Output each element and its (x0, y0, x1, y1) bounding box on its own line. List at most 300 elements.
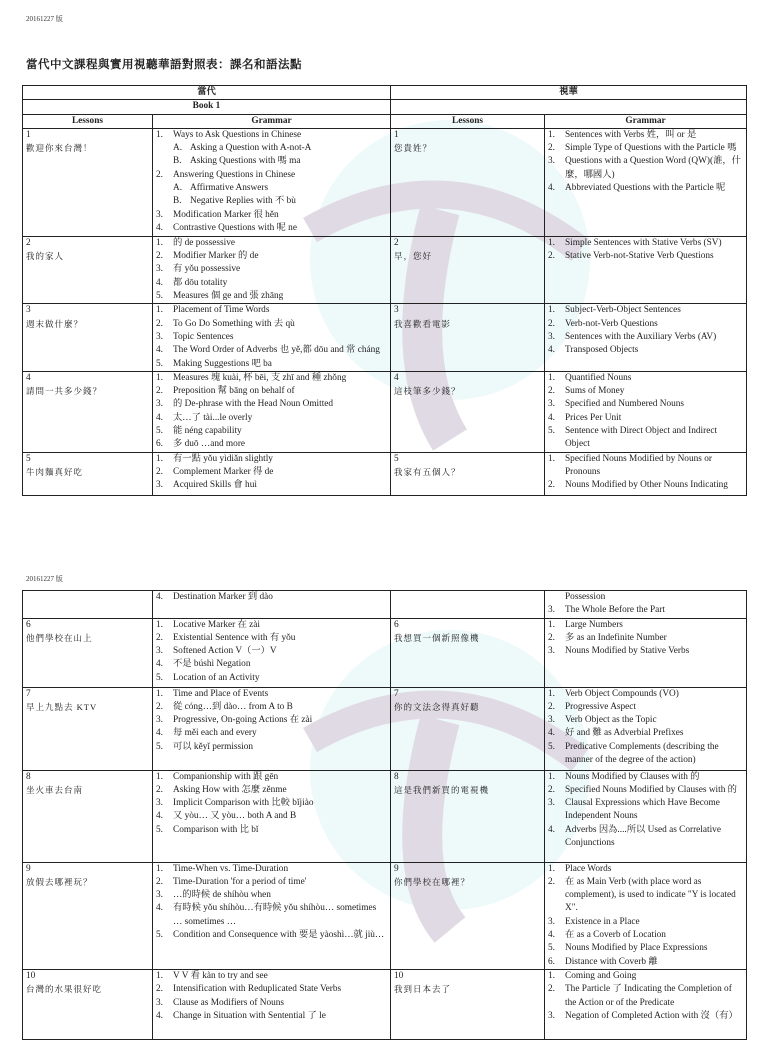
grammar-point (156, 453, 387, 466)
grammar-point (156, 155, 387, 168)
grammar-point (548, 304, 743, 317)
grammar-point (548, 784, 743, 797)
grammar-point (548, 412, 743, 425)
lesson-title: 這枝筆多少錢？ (394, 386, 461, 397)
grammar-point (156, 372, 387, 385)
item-text: The Word Order of Adverbs 也 yě,都 dōu and 常 cháng (173, 345, 380, 356)
item-number: 1. (156, 453, 163, 464)
right-grammar-cell (545, 236, 747, 303)
item-number: B. (173, 156, 182, 167)
item-number: 3. (548, 605, 555, 616)
left-grammar-cell (153, 236, 391, 303)
grammar-point (156, 889, 387, 902)
item-number: 1. (156, 305, 163, 316)
table-row (23, 862, 747, 969)
item-text: Subject-Verb-Object Sentences (565, 305, 681, 316)
left-lesson-cell (23, 128, 153, 236)
right-lesson-cell (391, 618, 545, 687)
grammar-point (156, 169, 387, 182)
item-text: 有時候 yǒu shíhòu…有時候 yǒu shíhòu… sometimes … sometimes … (173, 903, 377, 927)
col-header-grammar: Grammar (153, 114, 391, 128)
item-text: Topic Sentences (173, 331, 234, 342)
item-text: Specified and Numbered Nouns (565, 399, 685, 410)
lesson-number: 6 (26, 619, 31, 630)
item-text: 多 duō …and more (173, 439, 246, 450)
right-lesson-cell (391, 452, 545, 495)
lesson-title: 請問一共多少錢？ (26, 386, 103, 397)
item-text: Sums of Money (565, 386, 625, 397)
item-text: Change in Situation with Sentential 了 le (173, 1010, 326, 1021)
grammar-point (156, 929, 387, 942)
grammar-point (548, 688, 743, 701)
left-lesson-cell (23, 304, 153, 371)
item-number: 2. (548, 386, 555, 397)
grammar-point (156, 632, 387, 645)
col-header-lessons: Lessons (391, 114, 545, 128)
item-number: 3. (156, 264, 163, 275)
item-text: Verb Object as the Topic (565, 715, 657, 726)
item-text: Clause as Modifiers of Nouns (173, 997, 285, 1008)
lesson-number: 5 (394, 453, 399, 464)
item-number: 1. (156, 970, 163, 981)
item-text: Contrastive Questions with 呢 ne (173, 222, 297, 233)
item-number: 2. (156, 318, 163, 329)
item-text: 從 cóng…到 dào… from A to B (173, 701, 293, 712)
comparison-table-page1 (22, 85, 747, 496)
item-number: 1. (156, 129, 163, 140)
lesson-title: 台灣的水果很好吃 (26, 984, 103, 995)
book-label-right (391, 100, 747, 114)
item-number: 1. (548, 970, 555, 981)
right-lesson-cell (391, 862, 545, 969)
item-text: Negation of Completed Action with 沒（有） (565, 1010, 738, 1021)
item-text: 的 de possessive (173, 237, 235, 248)
col-header-grammar: Grammar (545, 114, 747, 128)
item-number: 3. (548, 331, 555, 342)
table-row (23, 371, 747, 452)
grammar-point (156, 701, 387, 714)
table-row (23, 128, 747, 236)
item-text: Companionship with 跟 gēn (173, 771, 279, 782)
grammar-point (548, 797, 743, 824)
item-number: 6. (548, 956, 555, 967)
item-number: 2. (548, 318, 555, 329)
item-number: 2. (548, 701, 555, 712)
item-number: 2. (548, 251, 555, 262)
right-series-header: 視華 (391, 86, 747, 100)
right-grammar-cell (545, 687, 747, 770)
item-text: Stative Verb-not-Stative Verb Questions (565, 251, 714, 262)
table-row (23, 236, 747, 303)
lesson-number: 1 (26, 129, 31, 140)
right-lesson-cell (391, 969, 545, 1039)
item-text: Specified Nouns Modified by Clauses with 的 (565, 784, 737, 795)
grammar-point (548, 372, 743, 385)
left-grammar-cell (153, 452, 391, 495)
left-grammar-cell (153, 618, 391, 687)
item-text: Time and Place of Events (173, 688, 269, 699)
item-text: Location of an Activity (173, 672, 260, 683)
item-number: 4. (156, 277, 163, 288)
grammar-point (156, 970, 387, 983)
grammar-point (548, 453, 743, 480)
item-text: Nouns Modified by Other Nouns Indicating (565, 480, 728, 491)
item-number (548, 591, 565, 604)
grammar-point (548, 142, 743, 155)
item-number: 2. (548, 480, 555, 491)
item-number: 2. (156, 251, 163, 262)
item-text: Place Words (565, 863, 612, 874)
grammar-point (156, 902, 387, 929)
grammar-point (548, 398, 743, 411)
item-number: 3. (156, 890, 163, 901)
item-text: Measures 塊 kuài, 杯 bēi, 支 zhī and 種 zhǒng (173, 372, 347, 383)
grammar-point (548, 155, 743, 182)
grammar-point (156, 142, 387, 155)
left-series-header: 當代 (23, 86, 391, 100)
version-label: 20161227 版 (26, 575, 63, 583)
grammar-point (156, 658, 387, 671)
item-text: Large Numbers (565, 619, 623, 630)
item-number: 5. (156, 291, 163, 302)
item-text: Progressive, On-going Actions 在 zài (173, 715, 313, 726)
lesson-title: 這是我們新買的電視機 (394, 784, 490, 795)
item-text: Measures 個 ge and 張 zhāng (173, 291, 284, 302)
item-number: 1. (548, 771, 555, 782)
item-number: 2. (548, 143, 555, 154)
item-text: Asking a Question with A-not-A (190, 143, 312, 154)
grammar-point (548, 929, 743, 942)
grammar-point (156, 425, 387, 438)
item-text: The Particle 了 Indicating the Completion of the Action or of the Predicate (565, 984, 732, 1008)
item-text: 不是 búshì Negation (173, 659, 251, 670)
item-text: Clausal Expressions which Have Become Independent Nouns (565, 798, 720, 822)
item-number: 4. (156, 592, 163, 602)
grammar-point (548, 771, 743, 784)
item-text: 又 yòu… 又 yòu… both A and B (173, 811, 297, 822)
right-grammar-cell (545, 618, 747, 687)
item-number: 4. (548, 183, 555, 194)
grammar-point (548, 956, 743, 969)
right-lesson-cell (391, 304, 545, 371)
item-text: Specified Nouns Modified by Nouns or Pronouns (565, 453, 712, 478)
grammar-point (548, 916, 743, 929)
grammar-point (548, 182, 743, 195)
grammar-point (156, 182, 387, 195)
item-text: Sentences with Verbs 姓，叫 or 是 (565, 129, 697, 140)
item-text: 太…了 tài...le overly (173, 412, 253, 423)
item-number: 4. (156, 1010, 163, 1021)
item-number: A. (173, 183, 183, 194)
item-text: Comparison with 比 bǐ (173, 824, 259, 835)
item-number: 3. (548, 156, 555, 167)
lesson-number: 7 (26, 688, 31, 699)
grammar-point (156, 784, 387, 797)
right-grammar-cell (545, 371, 747, 452)
left-lesson-cell (23, 591, 153, 619)
item-number: 1. (548, 619, 555, 630)
grammar-point (156, 263, 387, 276)
lesson-title: 早上九點去 KTV (26, 701, 98, 712)
grammar-point (548, 1010, 743, 1023)
col-header-lessons: Lessons (23, 114, 153, 128)
lesson-title: 牛肉麵真好吃 (26, 467, 84, 478)
item-number: 3. (548, 1010, 555, 1021)
item-text: Condition and Consequence with 要是 yàoshì…就 jiù… (173, 930, 385, 941)
item-number: 1. (548, 453, 555, 464)
table-row (23, 618, 747, 687)
lesson-title: 我喜歡看電影 (394, 318, 452, 329)
item-number: 3. (156, 646, 163, 657)
right-lesson-cell (391, 236, 545, 303)
grammar-point (548, 425, 743, 452)
grammar-point (156, 237, 387, 250)
lesson-title: 我的家人 (26, 251, 65, 262)
grammar-point (156, 771, 387, 784)
item-text: Destination Marker 到 dào (173, 592, 273, 602)
item-number: 4. (548, 345, 555, 356)
grammar-point (156, 331, 387, 344)
item-number: 6. (156, 439, 163, 450)
right-lesson-cell (391, 687, 545, 770)
item-text: Acquired Skills 會 huì (173, 480, 257, 491)
item-number: 1. (548, 863, 555, 874)
item-text: 有一點 yǒu yìdiǎn slightly (173, 453, 273, 464)
grammar-point (156, 195, 387, 208)
table-row (23, 304, 747, 371)
item-text: 每 měi each and every (173, 728, 257, 739)
item-text: To Go Do Something with 去 qù (173, 318, 295, 329)
item-number: 3. (156, 798, 163, 809)
lesson-number: 3 (26, 305, 31, 316)
item-text: 多 as an Indefinite Number (565, 632, 667, 643)
item-number: 2. (156, 984, 163, 995)
item-number: 4. (548, 930, 555, 941)
left-lesson-cell (23, 371, 153, 452)
item-number: 1. (156, 619, 163, 630)
grammar-point (548, 619, 743, 632)
lesson-title: 我家有五個人？ (394, 467, 461, 478)
item-text: 有 yǒu possessive (173, 264, 241, 275)
item-text: Existence in a Place (565, 916, 640, 927)
item-text: Possession (565, 592, 606, 602)
lesson-title: 您貴姓？ (394, 143, 433, 154)
item-text: 在 as Main Verb (with place word as complement), is used to indicate "Y is located X". (565, 876, 736, 914)
item-text: Softened Action V（一）V (173, 646, 277, 657)
grammar-point (156, 277, 387, 290)
left-lesson-cell (23, 687, 153, 770)
item-number: 2. (548, 876, 555, 887)
item-text: Predicative Complements (describing the manner of the degree of the action) (565, 741, 719, 766)
item-text: Preposition 幫 bāng on behalf of (173, 386, 295, 397)
lesson-title: 我想買一個新照像機 (394, 632, 480, 643)
item-text: Time-Duration 'for a period of time' (173, 876, 307, 887)
table-row (23, 770, 747, 862)
item-text: Questions with a Question Word (QW)(誰，什麼，哪國人) (565, 156, 741, 180)
grammar-point (548, 876, 743, 916)
grammar-point (548, 318, 743, 331)
item-text: Nouns Modified by Stative Verbs (565, 646, 690, 657)
left-lesson-cell (23, 618, 153, 687)
grammar-point (156, 727, 387, 740)
item-text: Simple Sentences with Stative Verbs (SV) (565, 237, 722, 248)
item-number: 2. (548, 632, 555, 643)
grammar-point (156, 824, 387, 837)
item-number: 3. (156, 997, 163, 1008)
item-text: Sentence with Direct Object and Indirect Object (565, 426, 718, 450)
grammar-point (548, 863, 743, 876)
lesson-number: 8 (26, 771, 31, 782)
grammar-point (548, 344, 743, 357)
item-text: Prices Per Unit (565, 412, 622, 423)
item-number: 5. (156, 672, 163, 683)
item-text: 的 De-phrase with the Head Noun Omitted (173, 399, 334, 410)
item-text: Nouns Modified by Place Expressions (565, 943, 708, 954)
item-number: 3. (548, 646, 555, 657)
item-text: Sentences with the Auxiliary Verbs (AV) (565, 331, 717, 342)
grammar-point (156, 250, 387, 263)
item-number: 4. (156, 659, 163, 670)
left-grammar-cell (153, 687, 391, 770)
item-text: 在 as a Coverb of Location (565, 930, 666, 941)
grammar-point (156, 863, 387, 876)
item-text: Intensification with Reduplicated State Verbs (173, 984, 342, 995)
grammar-point (156, 591, 387, 604)
grammar-point (156, 466, 387, 479)
right-lesson-cell (391, 591, 545, 619)
left-grammar-cell (153, 304, 391, 371)
item-text: Simple Type of Questions with the Particle 嗎 (565, 143, 737, 154)
grammar-point (156, 997, 387, 1010)
grammar-point (156, 222, 387, 235)
item-number: 2. (156, 386, 163, 397)
lesson-number: 6 (394, 619, 399, 630)
left-lesson-cell (23, 236, 153, 303)
grammar-point (548, 237, 743, 250)
item-text: Modifier Marker 的 de (173, 251, 259, 262)
grammar-point (156, 209, 387, 222)
left-lesson-cell (23, 862, 153, 969)
right-grammar-cell (545, 969, 747, 1039)
lesson-number: 9 (394, 863, 399, 874)
item-number: 5. (156, 930, 163, 941)
item-text: Asking Questions with 嗎 ma (190, 156, 301, 167)
lesson-number: 4 (394, 372, 399, 383)
grammar-point (156, 983, 387, 996)
item-text: Time-When vs. Time-Duration (173, 863, 289, 874)
right-grammar-cell (545, 862, 747, 969)
item-text: Implicit Comparison with 比較 bǐjiào (173, 798, 314, 809)
item-text: V V 看 kàn to try and see (173, 970, 268, 981)
item-text: Transposed Objects (565, 345, 639, 356)
book-label: Book 1 (23, 100, 391, 114)
item-number: 5. (548, 943, 555, 954)
grammar-point (548, 385, 743, 398)
right-grammar-cell (545, 591, 747, 619)
grammar-point (548, 970, 743, 983)
grammar-point (548, 701, 743, 714)
lesson-title: 週末做什麼？ (26, 318, 84, 329)
item-number: 1. (548, 305, 555, 316)
item-text: Ways to Ask Questions in Chinese (173, 129, 302, 140)
grammar-point (156, 290, 387, 303)
item-number: 1. (548, 688, 555, 699)
item-number: A. (173, 143, 183, 154)
table-row (23, 591, 747, 619)
item-number: 4. (548, 728, 555, 739)
grammar-point (156, 672, 387, 685)
item-number: B. (173, 196, 182, 207)
grammar-point (156, 385, 387, 398)
grammar-point (156, 876, 387, 889)
grammar-point (548, 942, 743, 955)
item-number: 1. (156, 771, 163, 782)
grammar-point (548, 727, 743, 740)
item-number: 1. (156, 688, 163, 699)
lesson-number: 2 (394, 237, 399, 248)
right-grammar-cell (545, 304, 747, 371)
grammar-point (548, 632, 743, 645)
version-label: 20161227 版 (26, 15, 63, 23)
item-number: 1. (156, 863, 163, 874)
lesson-title: 他們學校在山上 (26, 632, 93, 643)
item-text: Nouns Modified by Clauses with 的 (565, 771, 700, 782)
item-number: 3. (548, 715, 555, 726)
document-title: 當代中文課程與實用視聽華語對照表：課名和語法點 (26, 59, 302, 71)
item-text: 能 néng capability (173, 426, 242, 437)
lesson-number: 8 (394, 771, 399, 782)
item-number: 3. (156, 715, 163, 726)
item-number: 2. (156, 467, 163, 478)
lesson-title: 你的文法念得真好聽 (394, 701, 480, 712)
item-text: Answering Questions in Chinese (173, 169, 296, 180)
grammar-point (156, 318, 387, 331)
right-lesson-cell (391, 128, 545, 236)
right-grammar-cell (545, 452, 747, 495)
item-number: 5. (548, 426, 555, 437)
item-number: 1. (156, 237, 163, 248)
item-text: Modification Marker 很 hěn (173, 209, 279, 220)
item-text: Negative Replies with 不 bù (190, 196, 296, 207)
left-grammar-cell (153, 591, 391, 619)
lesson-number: 3 (394, 305, 399, 316)
grammar-point (548, 604, 743, 617)
item-number: 5. (548, 741, 555, 752)
item-text: 好 and 難 as Adverbial Prefixes (565, 728, 684, 739)
lesson-title: 坐火車去台南 (26, 784, 84, 795)
left-grammar-cell (153, 862, 391, 969)
item-number: 4. (548, 824, 555, 835)
item-number: 5. (156, 824, 163, 835)
item-number: 4. (156, 903, 163, 914)
grammar-point (156, 1010, 387, 1023)
grammar-point (156, 358, 387, 371)
grammar-point (548, 824, 743, 851)
item-number: 3. (156, 209, 163, 220)
item-number: 5. (156, 741, 163, 752)
item-text: Distance with Coverb 離 (565, 956, 658, 967)
item-number: 4. (156, 345, 163, 356)
item-text: Placement of Time Words (173, 305, 270, 316)
item-number: 3. (548, 399, 555, 410)
item-text: Quantified Nouns (565, 372, 632, 383)
item-text: Verb-not-Verb Questions (565, 318, 658, 329)
grammar-point (548, 645, 743, 658)
grammar-point (548, 741, 743, 768)
grammar-point (548, 714, 743, 727)
item-text: Asking How with 怎麼 zěnme (173, 784, 287, 795)
item-text: The Whole Before the Part (565, 605, 665, 616)
